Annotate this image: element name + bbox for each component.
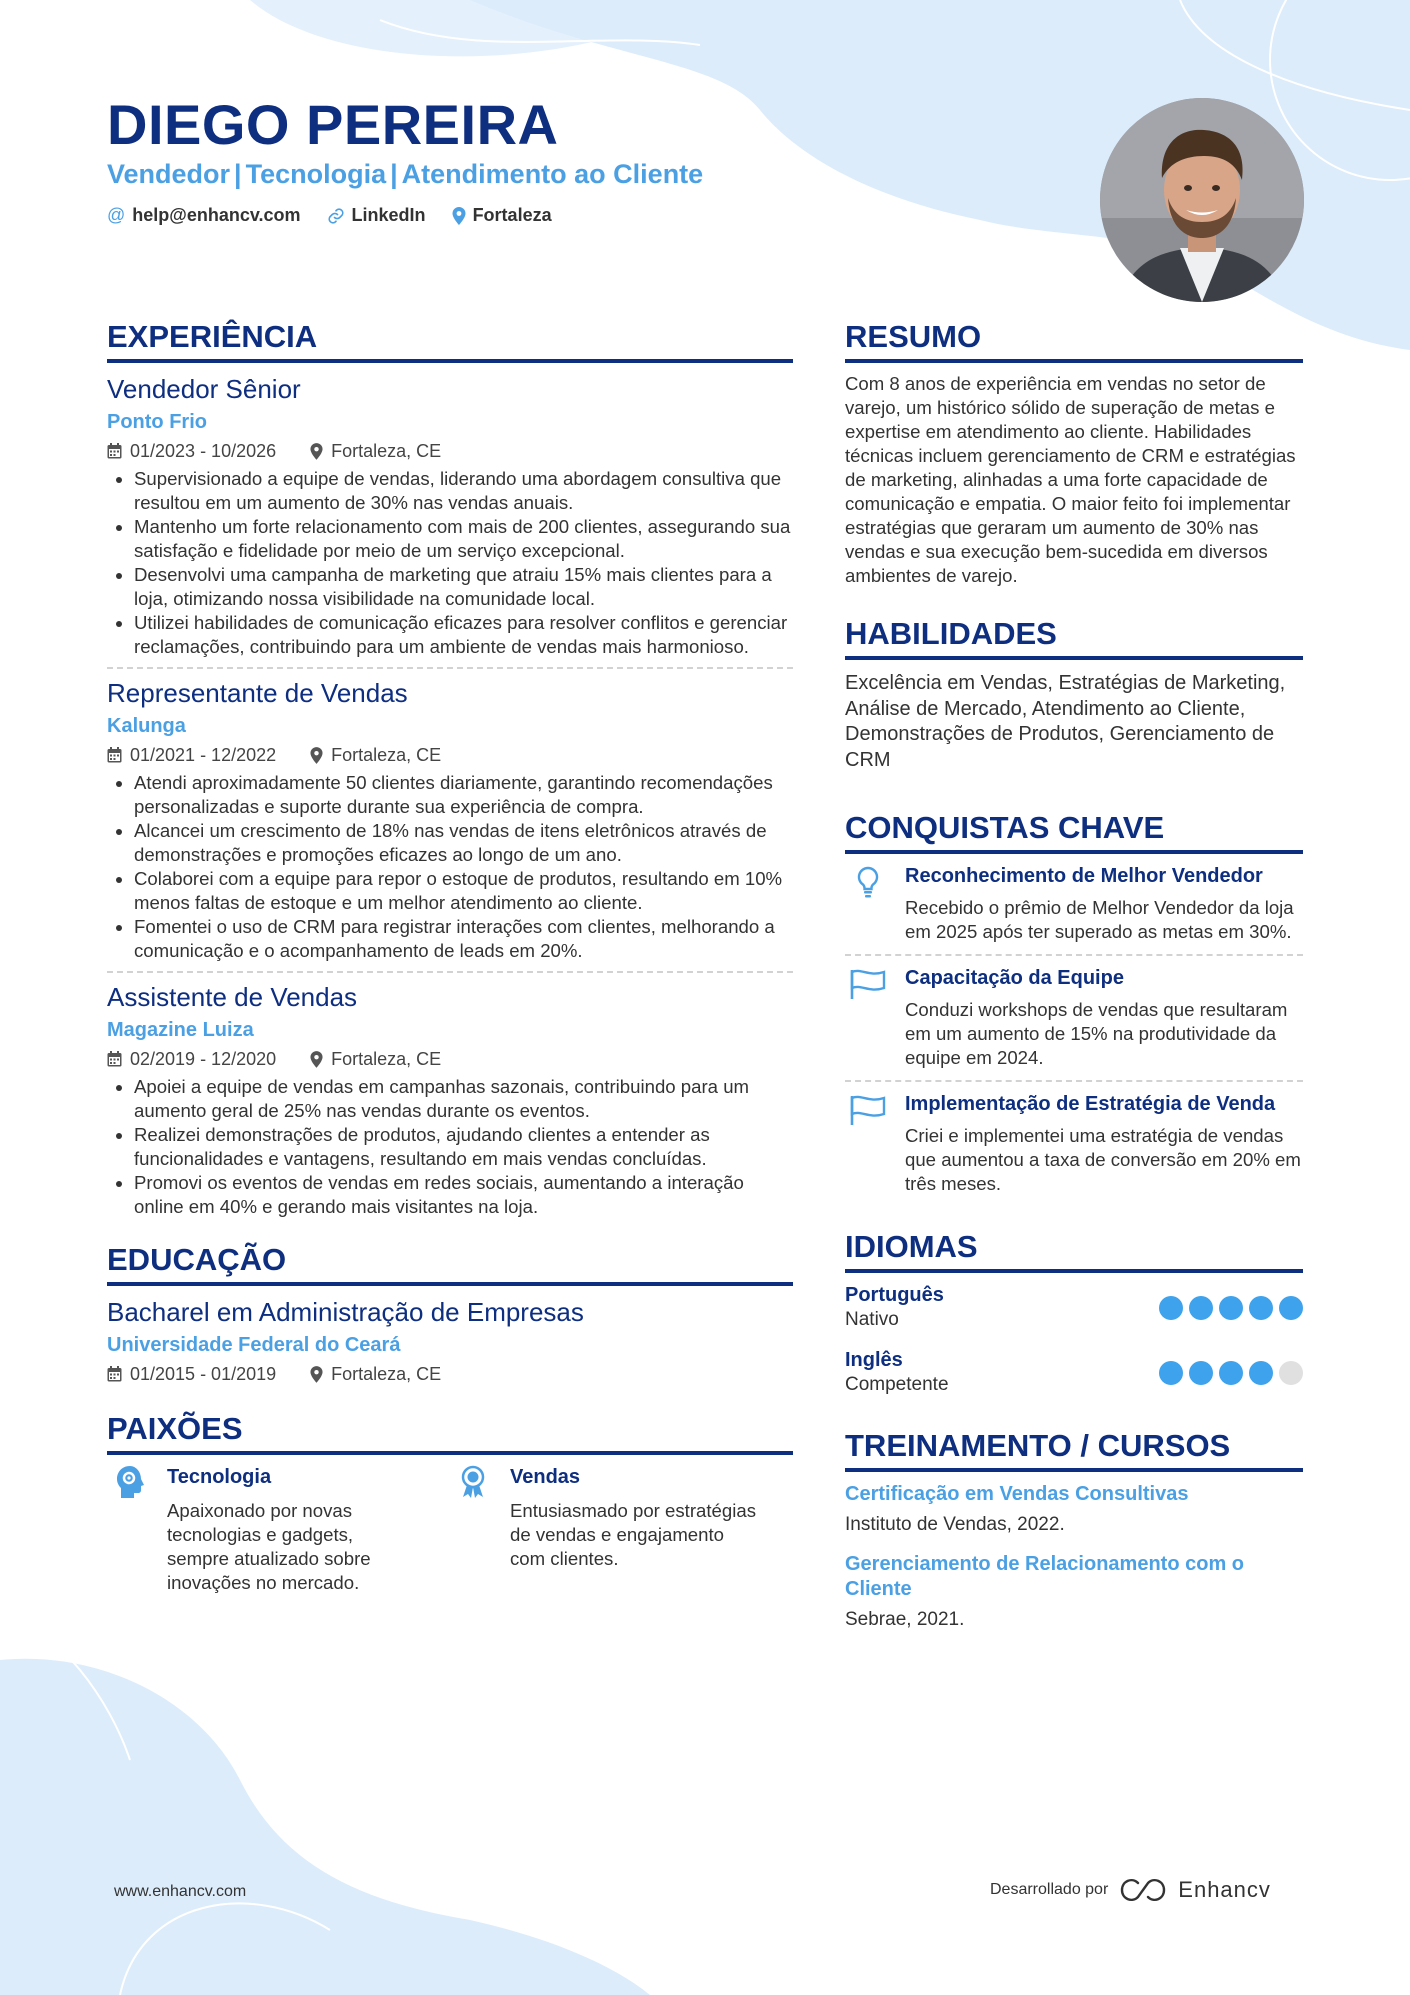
training-heading: TREINAMENTO / CURSOS: [845, 1427, 1303, 1472]
job-title-line: [107, 157, 703, 191]
flag-icon: [849, 968, 887, 1000]
link-icon: [327, 207, 345, 225]
school-name: Universidade Federal do Ceará: [107, 1334, 401, 1356]
achievement-item: [845, 854, 1303, 954]
summary-text: Com 8 anos de experiência em vendas no setor de varejo, um histórico sólido de superação de metas e expertise em atendimento ao cliente. Habilidades técnicas incluem gerenciamento de CRM e estratégias de marketing, alinhadas a uma forte capacidade de comunicação e empatia. O maior feito foi implementar estratégias que geraram um aumento de 30% nas vendas e sua execução bem-sucedida em diversos ambientes de varejo.: [845, 373, 1296, 586]
job-meta: [107, 437, 793, 465]
passions-list: [107, 1465, 793, 1595]
right-column: [845, 318, 1303, 1633]
education-entry: [107, 1286, 793, 1388]
rating-dot-filled: [1279, 1296, 1303, 1320]
rating-dot-empty: [1279, 1361, 1303, 1385]
achievement-title: Implementação de Estratégia de Venda: [905, 1093, 1276, 1115]
job-entry: [107, 363, 793, 659]
bullet-item: • Apoiei a equipe de vendas em campanhas sazonais, contribuindo para um aumento geral de 25% nas vendas durante os eventos.: [134, 1075, 793, 1123]
passion-desc: Apaixonado por novas tecnologias e gadgets, sempre atualizado sobre inovações no mercado.: [167, 1500, 371, 1593]
candidate-name: DIEGO PEREIRA: [107, 93, 559, 156]
bullet-item: • Alcancei um crescimento de 18% nas vendas de itens eletrônicos através de demonstrações e promoções eficazes ao longo de um ano.: [134, 819, 793, 867]
job-location: Fortaleza, CE: [331, 1049, 442, 1069]
rating-dot-filled: [1159, 1361, 1183, 1385]
powered-by-text: Desarrollado por: [990, 1881, 1109, 1898]
language-name: Inglês: [845, 1349, 903, 1371]
job-location: Fortaleza, CE: [331, 745, 442, 765]
achievement-item: [845, 1082, 1303, 1206]
language-rating: [1159, 1361, 1303, 1385]
bullet-item: • Promovi os eventos de vendas em redes sociais, aumentando a interação online em 40% e gerando mais visitantes na loja.: [134, 1171, 793, 1219]
job-bullets: [107, 1075, 793, 1219]
education-location: Fortaleza, CE: [331, 1364, 442, 1384]
calendar-icon: [107, 1366, 122, 1382]
course-subtitle: Instituto de Vendas, 2022.: [845, 1514, 1065, 1535]
bullet-item: • Mantenho um forte relacionamento com mais de 200 clientes, assegurando sua satisfação e fidelidade por meio de um serviço excepcional.: [134, 515, 793, 563]
rating-dot-filled: [1219, 1296, 1243, 1320]
flag-icon: [849, 1094, 887, 1126]
job-divider: [107, 667, 793, 669]
job-entry: [107, 675, 793, 963]
bullet-item: • Colaborei com a equipe para repor o estoque de produtos, resultando em 10% menos faltas de estoque e um melhor atendimento ao cliente.: [134, 867, 793, 915]
rating-dot-filled: [1219, 1361, 1243, 1385]
summary-heading: RESUMO: [845, 318, 1303, 363]
job-divider: [107, 971, 793, 973]
achievement-title: Capacitação da Equipe: [905, 967, 1124, 989]
course-subtitle: Sebrae, 2021.: [845, 1609, 965, 1630]
location-pin-icon: [310, 443, 323, 460]
bullet-item: • Realizei demonstrações de produtos, ajudando clientes a entender as funcionalidades e vantagens, resultando em mais vendas concluídas.: [134, 1123, 793, 1171]
job-title: Assistente de Vendas: [107, 982, 358, 1012]
location-pin-icon: [310, 1366, 323, 1383]
language-level: Competente: [845, 1374, 949, 1395]
language-level: Nativo: [845, 1309, 899, 1330]
location-pin-icon: [310, 747, 323, 764]
calendar-icon: [107, 1051, 122, 1067]
email-text: help@enhancv.com: [132, 205, 301, 225]
languages-heading: IDIOMAS: [845, 1228, 1303, 1273]
job-dates: 01/2021 - 12/2022: [130, 745, 277, 765]
achievement-desc: Recebido o prêmio de Melhor Vendedor da loja em 2025 após ter superado as metas em 30%.: [905, 897, 1294, 942]
location-text: Fortaleza: [472, 205, 552, 225]
achievement-desc: Criei e implementei uma estratégia de vendas que aumentou a taxa de conversão em 20% em três meses.: [905, 1125, 1301, 1194]
company-name: Kalunga: [107, 715, 186, 737]
achievements-heading: CONQUISTAS CHAVE: [845, 809, 1303, 854]
location-pin-icon: [310, 1051, 323, 1068]
company-name: Ponto Frio: [107, 411, 207, 433]
bullet-item: • Atendi aproximadamente 50 clientes diariamente, garantindo recomendações personalizadas e suporte durante sua experiência de compra.: [134, 771, 793, 819]
language-rating: [1159, 1296, 1303, 1320]
education-heading: EDUCAÇÃO: [107, 1241, 793, 1286]
contact-linkedin[interactable]: [327, 205, 426, 226]
rating-dot-filled: [1249, 1296, 1273, 1320]
contact-email[interactable]: [107, 205, 301, 226]
award-medal-icon: [459, 1465, 487, 1499]
job-dates: 02/2019 - 12/2020: [130, 1049, 277, 1069]
job-dates: 01/2023 - 10/2026: [130, 441, 277, 461]
job-bullets: [107, 467, 793, 659]
lightbulb-icon: [856, 866, 880, 898]
passion-title: Tecnologia: [167, 1466, 272, 1488]
bullet-item: • Fomentei o uso de CRM para registrar interações com clientes, melhorando a comunicação e o acompanhamento de leads em 20%.: [134, 915, 793, 963]
title-part: Atendimento ao Cliente: [401, 159, 704, 189]
calendar-icon: [107, 747, 122, 763]
title-separator: |: [234, 159, 242, 189]
at-icon: @: [107, 205, 126, 225]
contact-info: [107, 205, 552, 226]
degree: Bacharel em Administração de Empresas: [107, 1297, 584, 1327]
passion-title: Vendas: [510, 1466, 581, 1488]
skills-heading: HABILIDADES: [845, 615, 1303, 660]
rating-dot-filled: [1189, 1361, 1213, 1385]
location-pin-icon: [452, 207, 466, 225]
company-name: Magazine Luiza: [107, 1019, 254, 1041]
education-meta: [107, 1360, 793, 1388]
achievement-item: [845, 956, 1303, 1080]
rating-dot-filled: [1159, 1296, 1183, 1320]
title-separator: |: [390, 159, 398, 189]
job-location: Fortaleza, CE: [331, 441, 442, 461]
job-meta: [107, 1045, 793, 1073]
rating-dot-filled: [1249, 1361, 1273, 1385]
job-entry: [107, 979, 793, 1219]
passion-item: [450, 1465, 793, 1595]
job-bullets: [107, 771, 793, 963]
brand-name: Enhancv: [1178, 1877, 1271, 1902]
bullet-item: • Desenvolvi uma campanha de marketing que atraiu 15% mais clientes para a loja, otimizando nossa visibilidade na comunidade local.: [134, 563, 793, 611]
language-item: [845, 1283, 1303, 1332]
passion-item: [107, 1465, 450, 1595]
enhancv-logo-icon: [1120, 1878, 1166, 1902]
profile-photo: [1100, 98, 1304, 302]
achievement-title: Reconhecimento de Melhor Vendedor: [905, 865, 1263, 887]
job-title: Vendedor Sênior: [107, 374, 301, 404]
passions-heading: PAIXÕES: [107, 1410, 793, 1455]
bullet-item: • Supervisionado a equipe de vendas, liderando uma abordagem consultiva que resultou em um aumento de 30% nas vendas anuais.: [134, 467, 793, 515]
title-part: Tecnologia: [245, 159, 387, 189]
linkedin-text: LinkedIn: [351, 205, 426, 225]
language-name: Português: [845, 1284, 944, 1306]
course-title: Certificação em Vendas Consultivas: [845, 1483, 1189, 1505]
achievement-desc: Conduzi workshops de vendas que resultaram em um aumento de 15% na produtividade da equipe em 2024.: [905, 999, 1288, 1068]
language-item: [845, 1348, 1303, 1397]
contact-location: [452, 205, 552, 226]
left-column: [107, 318, 793, 1595]
job-meta: [107, 741, 793, 769]
rating-dot-filled: [1189, 1296, 1213, 1320]
title-part: Vendedor: [107, 159, 231, 189]
experience-heading: EXPERIÊNCIA: [107, 318, 793, 363]
footer-branding: [990, 1877, 1271, 1903]
job-title: Representante de Vendas: [107, 678, 408, 708]
education-dates: 01/2015 - 01/2019: [130, 1364, 277, 1384]
course-title: Gerenciamento de Relacionamento com o Cliente: [845, 1553, 1244, 1600]
bullet-item: • Utilizei habilidades de comunicação eficazes para resolver conflitos e gerenciar reclamações, contribuindo para um ambiente de vendas mais harmonioso.: [134, 611, 793, 659]
head-gear-icon: [115, 1465, 145, 1499]
footer-website[interactable]: www.enhancv.com: [114, 1883, 247, 1900]
passion-desc: Entusiasmado por estratégias de vendas e engajamento com clientes.: [510, 1500, 756, 1569]
calendar-icon: [107, 443, 122, 459]
skills-text: Excelência em Vendas, Estratégias de Marketing, Análise de Mercado, Atendimento ao Cliente, Demonstrações de Produtos, Gerenciamento de CRM: [845, 672, 1286, 771]
